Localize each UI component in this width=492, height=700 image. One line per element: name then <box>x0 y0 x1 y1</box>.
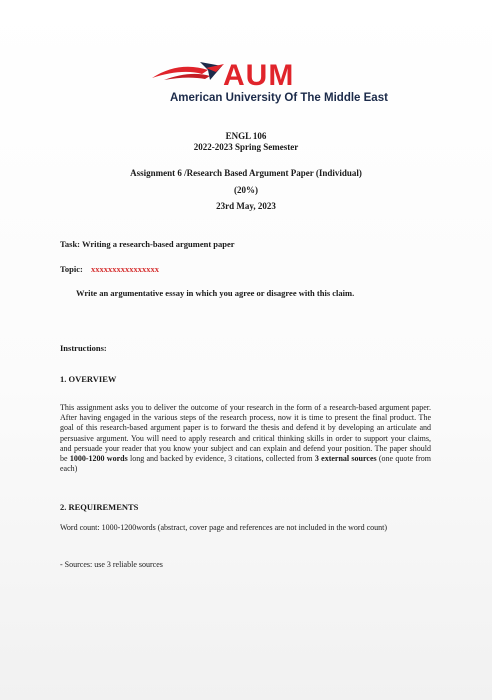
requirements-heading: 2. REQUIREMENTS <box>60 502 139 512</box>
assignment-title: Assignment 6 /Research Based Argument Paper (Individual) <box>130 168 362 178</box>
course-code: ENGL 106 <box>225 131 267 141</box>
task-label: Task: <box>60 239 81 249</box>
due-date: 23rd May, 2023 <box>216 201 276 211</box>
topic-label: Topic: <box>60 264 83 274</box>
aum-logo <box>150 56 390 108</box>
university-name: American University Of The Middle East <box>170 92 388 104</box>
overview-text-intro: This assignment asks you to deliver the outcome of your research in the form of a research-based argument paper. After having engaged in the various steps of the research process, now it is time to present the final product. The goal of this research-based argument paper is to forward the thesis and defend it by developing an articulate and persuasive argument. You will need to apply research and critical thinking skills in order to support your claims, and persuade your reader that you know your subject and can explain and defend your position. The paper should be <box>60 403 431 464</box>
instructions-heading: Instructions: <box>60 343 107 353</box>
sources-requirement: - Sources: use 3 reliable sources <box>60 560 163 569</box>
topic-line <box>60 264 159 274</box>
topic-value: xxxxxxxxxxxxxxxx <box>90 264 159 274</box>
word-count-requirement: Word count: 1000-1200words (abstract, cover page and references are not included in the word count) <box>60 523 388 532</box>
overview-paragraph <box>60 403 431 474</box>
assignment-weight: (20%) <box>234 185 258 195</box>
overview-source-count: 3 external sources <box>314 454 377 464</box>
aum-swoosh-icon <box>150 56 230 96</box>
essay-prompt: Write an argumentative essay in which you agree or disagree with this claim. <box>76 288 355 298</box>
overview-heading: 1. OVERVIEW <box>60 374 117 384</box>
overview-word-range: 1000-1200 words <box>69 454 128 464</box>
logo-wordmark: AUM <box>223 59 295 92</box>
overview-text-mid: long and backed by evidence, 3 citations, collected from <box>127 454 315 464</box>
overview-text-end: (one quote from each) <box>60 454 431 474</box>
task-line <box>60 239 235 249</box>
semester: 2022-2023 Spring Semester <box>193 142 299 152</box>
task-text: Writing a research-based argument paper <box>82 239 235 249</box>
